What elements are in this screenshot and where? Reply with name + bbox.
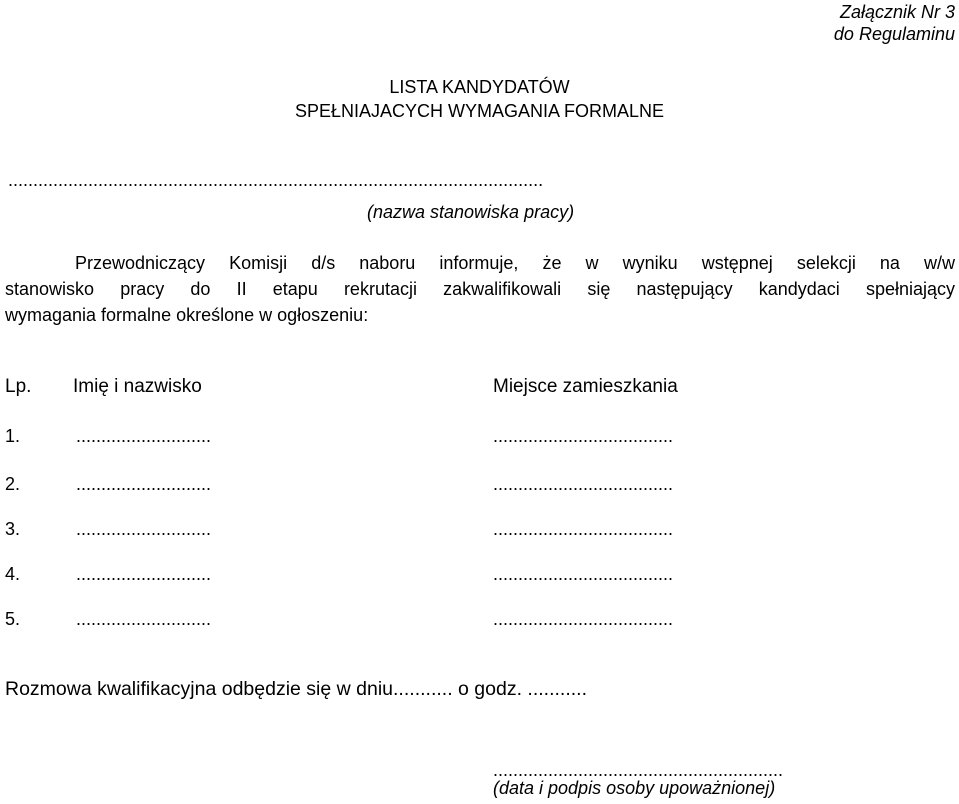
header-name: Imię i nazwisko xyxy=(73,376,202,397)
row-name: ........................... xyxy=(76,564,212,584)
header-residence: Miejsce zamieszkania xyxy=(493,376,678,397)
signature-caption: (data i podpis osoby upoważnionej) xyxy=(493,778,776,798)
page-title: LISTA KANDYDATÓW xyxy=(389,77,570,97)
paragraph-line: wymagania formalne określone w ogłoszeniu: xyxy=(5,305,369,325)
row-residence: .................................... xyxy=(493,609,674,629)
row-lp: 2. xyxy=(5,474,21,494)
row-lp: 1. xyxy=(5,426,21,446)
position-dots: ........................................................................................................... xyxy=(8,170,544,190)
row-lp: 5. xyxy=(5,609,21,629)
interview-info: Rozmowa kwalifikacyjna odbędzie się w dniu........... o godz. ........... xyxy=(5,678,588,700)
row-name: ........................... xyxy=(76,609,212,629)
paragraph-line: stanowisko pracy do II etapu rekrutacji zakwalifikowali się następujący kandydaci spełniający xyxy=(5,279,955,299)
row-name: ........................... xyxy=(76,519,212,539)
page-subtitle: SPEŁNIAJACYCH WYMAGANIA FORMALNE xyxy=(294,101,665,121)
row-residence: .................................... xyxy=(493,564,674,584)
header-lp: Lp. xyxy=(5,376,32,397)
row-name: ........................... xyxy=(76,474,212,494)
row-residence: .................................... xyxy=(493,519,674,539)
annex-regulation: do Regulaminu xyxy=(833,24,955,44)
row-lp: 3. xyxy=(5,519,21,539)
annex-label: Załącznik Nr 3 xyxy=(839,2,955,22)
announcement-paragraph xyxy=(5,250,955,328)
paragraph-line: Przewodniczący Komisji d/s naboru informuje, że w wyniku wstępnej selekcji na w/w xyxy=(75,253,955,273)
row-name: ........................... xyxy=(76,426,212,446)
row-residence: .................................... xyxy=(493,474,674,494)
row-lp: 4. xyxy=(5,564,21,584)
row-residence: .................................... xyxy=(493,426,674,446)
position-caption: (nazwa stanowiska pracy) xyxy=(367,202,575,222)
signature-dots: .......................................................... xyxy=(493,760,784,780)
